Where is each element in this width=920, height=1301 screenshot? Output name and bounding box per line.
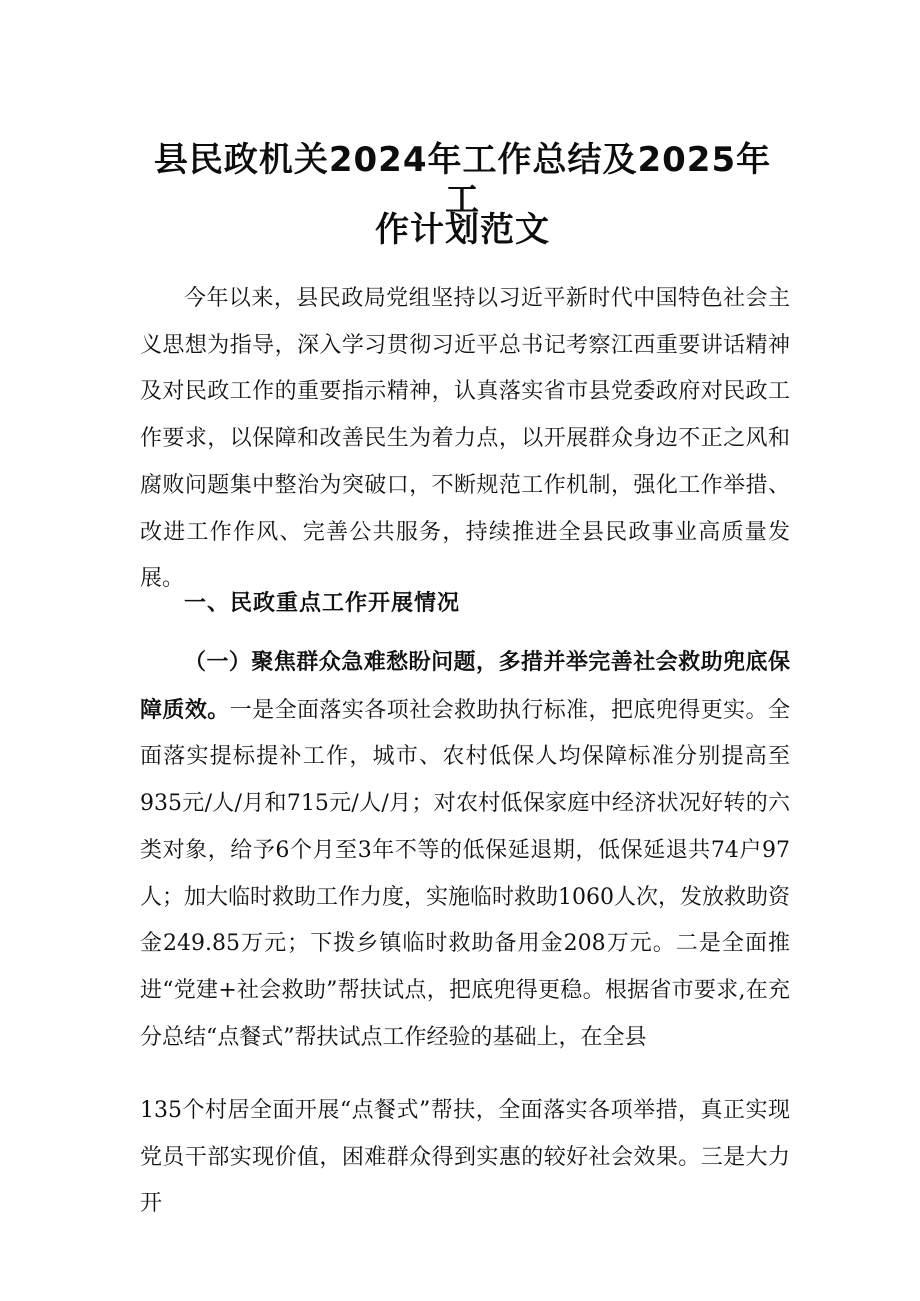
continuation-paragraph: 135个村居全面开展“点餐式”帮扶，全面落实各项举措，真正实现党员干部实现价值，困难群众得到实惠的较好社会效果。三是大力开 xyxy=(140,1098,790,1217)
subsection-body: 一是全面落实各项社会救助执行标准，把底兜得更实。全面落实提标提补工作，城市、农村低保人均保障标准分别提高至935元/人/月和715元/人/月；对农村低保家庭中经济状况好转的六类对象，给予6个月至3年不等的低保延退期，低保延退共74户97人；加大临时救助工作力度，实施临时救助1060人次，发放救助资金249.85万元；下拨乡镇临时救助备用金208万元。二是全面推进“党建+社会救助”帮扶试点，把底兜得更稳。根据省市要求,在充分总结“点餐式”帮扶试点工作经验的基础上，在全县 xyxy=(140,697,790,1050)
intro-paragraph: 今年以来，县民政局党组坚持以习近平新时代中国特色社会主义思想为指导，深入学习贯彻习近平总书记考察江西重要讲话精神及对民政工作的重要指示精神，认真落实省市县党委政府对民政工作要求，以保障和改善民生为着力点，以开展群众身边不正之风和腐败问题集中整治为突破口，不断规范工作机制，强化工作举措、改进工作作风、完善公共服务，持续推进全县民政事业高质量发展。 xyxy=(140,286,790,592)
subsection-lead: （一）聚焦群众急难愁盼问题，多措并举完善社会救助兜底保障质效。 xyxy=(140,649,790,723)
section-heading: 一、民政重点工作开展情况 xyxy=(184,590,461,616)
document-title-line-2: 作计划范文 xyxy=(375,210,550,250)
subsection-paragraph xyxy=(140,639,790,1061)
document-title-line-1: 县民政机关2024年工作总结及2025年工 xyxy=(153,140,772,220)
